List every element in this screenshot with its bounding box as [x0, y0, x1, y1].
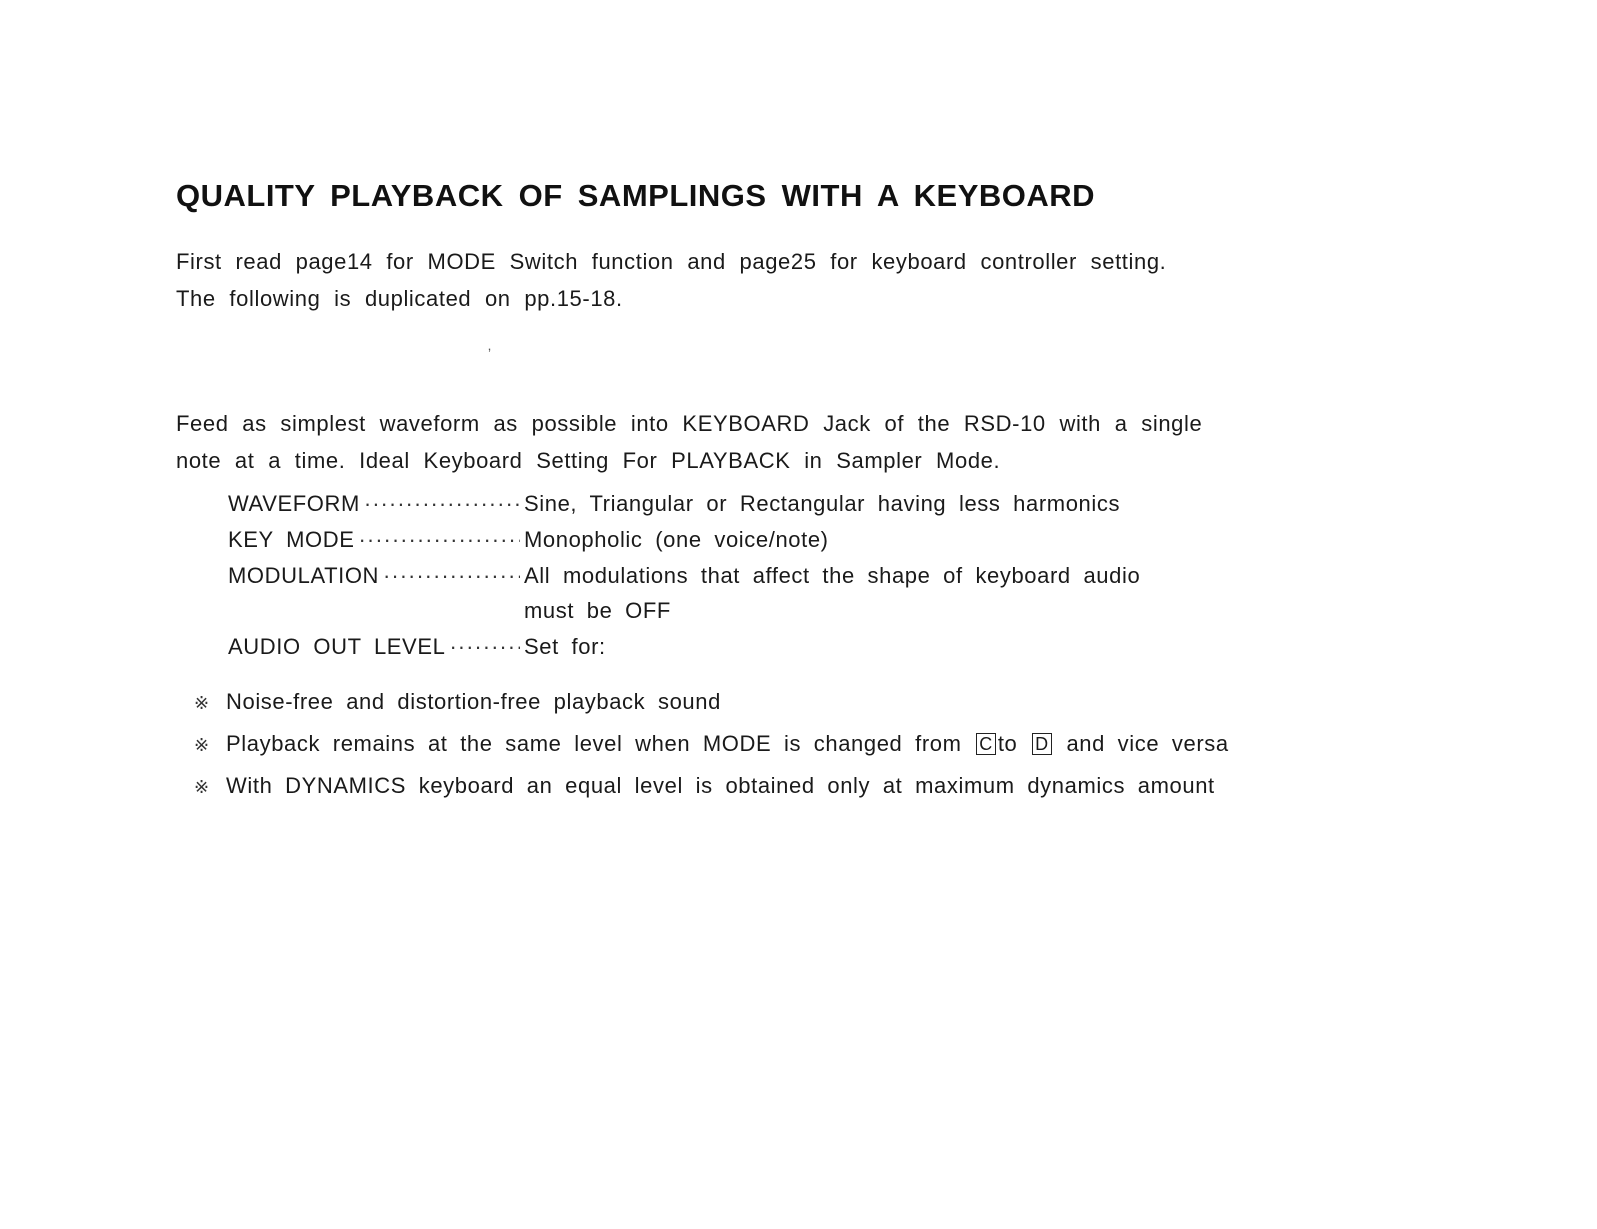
intro-line-1: First read page14 for MODE Switch function and page25 for keyboard controller setting.: [176, 249, 1167, 274]
intro-paragraph: [176, 243, 1166, 317]
reference-mark-icon: ※: [194, 777, 210, 798]
page-title: QUALITY PLAYBACK OF SAMPLINGS WITH A KEYBOARD: [176, 178, 1096, 213]
note-item: [194, 766, 1229, 808]
note-text: Noise-free and distortion-free playback sound: [226, 689, 721, 714]
setting-key: MODULATION: [228, 563, 380, 588]
leader-dots: [449, 629, 520, 664]
stray-mark: ʼ: [488, 346, 492, 362]
leader-dots: [359, 522, 520, 557]
setting-waveform: [228, 486, 1140, 521]
setting-value: Set for:: [524, 634, 606, 659]
feed-line-2: note at a time. Ideal Keyboard Setting For PLAYBACK in Sampler Mode.: [176, 448, 1001, 473]
note-item: [194, 682, 1229, 724]
setting-value: Sine, Triangular or Rectangular having less harmonics: [524, 491, 1121, 516]
mode-d-box: D: [1032, 733, 1052, 755]
note-text-part: Playback remains at the same level when MODE is changed from: [226, 731, 962, 756]
note-text: [226, 724, 1229, 764]
note-text: With DYNAMICS keyboard an equal level is obtained only at maximum dynamics amount: [226, 773, 1215, 798]
keyboard-settings-list: [228, 486, 1140, 665]
setting-key: WAVEFORM: [228, 491, 360, 516]
note-text-part: and vice versa: [1066, 731, 1229, 756]
setting-audio-out-level: [228, 629, 1140, 664]
setting-key-mode: [228, 522, 1140, 557]
setting-modulation: [228, 558, 1140, 628]
notes-list: [194, 682, 1229, 808]
reference-mark-icon: ※: [194, 693, 210, 714]
setting-value: All modulations that affect the shape of keyboard audio: [524, 563, 1141, 588]
note-item: [194, 724, 1229, 766]
setting-value: Monopholic (one voice/note): [524, 527, 829, 552]
feed-paragraph: [176, 405, 1202, 479]
note-text-part: to: [997, 731, 1018, 756]
setting-key: KEY MODE: [228, 527, 355, 552]
setting-key: AUDIO OUT LEVEL: [228, 634, 446, 659]
intro-line-2: The following is duplicated on pp.15-18.: [176, 286, 623, 311]
mode-c-box: C: [976, 733, 996, 755]
leader-dots: [364, 486, 520, 521]
leader-dots: [383, 558, 520, 593]
reference-mark-icon: ※: [194, 735, 210, 756]
feed-line-1: Feed as simplest waveform as possible into KEYBOARD Jack of the RSD-10 with a single: [176, 411, 1203, 436]
setting-value-continued: must be OFF: [524, 598, 671, 623]
